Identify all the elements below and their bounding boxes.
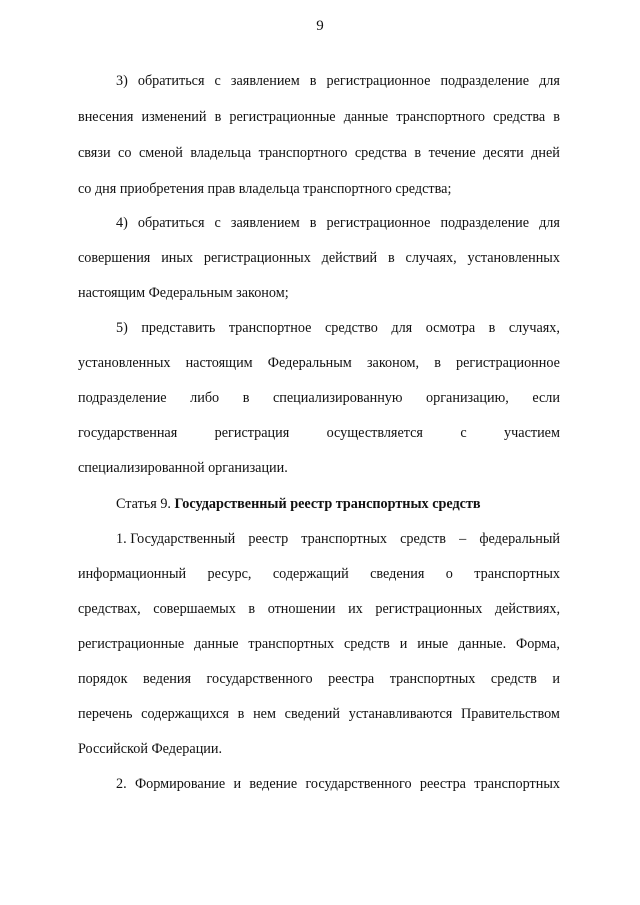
word: совершаемых [153, 601, 236, 617]
word: подразделение [78, 390, 167, 406]
word: иные [417, 636, 449, 652]
word: данные [194, 636, 239, 652]
article9-p1-line-4 [78, 635, 560, 653]
word: транспортных [474, 566, 560, 582]
word: средств [343, 636, 390, 652]
word: ведение [249, 776, 298, 792]
word: транспортных [474, 776, 560, 792]
word: реестра [328, 671, 375, 687]
word: содержащихся [141, 706, 229, 722]
word: регистрация [214, 425, 290, 441]
word: в [214, 109, 222, 125]
word: 3) [116, 73, 128, 89]
word: специализированную [272, 390, 403, 406]
item4-line-1 [116, 214, 560, 232]
item5-line-1 [116, 319, 560, 337]
word: средствах, [78, 601, 141, 617]
word: для [539, 73, 560, 89]
word: с [460, 425, 467, 441]
word: организацию, [426, 390, 509, 406]
word: законом, [366, 355, 420, 371]
word: транспортного [396, 109, 486, 125]
word: ведения [143, 671, 191, 687]
word: настоящим [185, 355, 253, 371]
word: в [553, 109, 560, 125]
word: государственная [78, 425, 178, 441]
word: связи [78, 145, 111, 161]
word: – [459, 531, 467, 547]
word: дней [531, 145, 560, 161]
item5-line-3 [78, 389, 560, 407]
word: транспортного [258, 145, 348, 161]
word: сведения [370, 566, 425, 582]
word: осмотра [425, 320, 476, 336]
article9-p1-line-1 [116, 530, 560, 548]
word: в [434, 355, 441, 371]
item5-line-4 [78, 424, 560, 442]
word: с [214, 215, 221, 231]
word: данные [343, 109, 389, 125]
word: в [309, 215, 317, 231]
word: и [233, 776, 242, 792]
article9-p1-line-2 [78, 565, 560, 583]
word: сменой [138, 145, 183, 161]
word: Форма, [516, 636, 560, 652]
word: для [539, 215, 560, 231]
word: установленных [78, 355, 171, 371]
word: в [414, 145, 422, 161]
word: представить [141, 320, 216, 336]
word: регистрационное [456, 355, 560, 371]
word: в [488, 320, 496, 336]
word: средство [324, 320, 378, 336]
word: Правительством [461, 706, 560, 722]
word: заявлением [230, 215, 300, 231]
item4-line-2 [78, 249, 560, 267]
word: регистрационное [326, 215, 431, 231]
word: внесения [78, 109, 134, 125]
item5-line-5: специализированной организации. [78, 460, 288, 476]
word: реестра [419, 776, 466, 792]
word: обратиться [137, 73, 205, 89]
word: порядок [78, 671, 128, 687]
word: в [309, 73, 317, 89]
word: обратиться [137, 215, 205, 231]
item3-line-1 [116, 72, 560, 90]
page-number: 9 [316, 18, 324, 34]
word: Федеральным [267, 355, 352, 371]
word: транспортное [228, 320, 312, 336]
word: десяти [483, 145, 524, 161]
word: средств [490, 671, 537, 687]
word: случаях, [405, 250, 457, 266]
article9-heading-prefix: Статья 9. [116, 496, 171, 512]
word: государственного [305, 776, 412, 792]
word: регистрационные [229, 109, 336, 125]
word: перечень [78, 706, 133, 722]
article9-p2-line-1 [116, 775, 560, 793]
word: содержащий [272, 566, 349, 582]
word: либо [190, 390, 220, 406]
word: реестр [248, 531, 289, 547]
word: 2. [116, 776, 127, 792]
article9-p1-line-5 [78, 670, 560, 688]
word: регистрационных [375, 601, 483, 617]
word: транспортных [301, 531, 387, 547]
word: в [242, 390, 250, 406]
word: государственного [206, 671, 313, 687]
word: подразделение [440, 73, 530, 89]
word: данные. [458, 636, 507, 652]
word: о [445, 566, 453, 582]
word: владельца [190, 145, 252, 161]
word: транспортных [248, 636, 335, 652]
article9-heading-title: Государственный реестр транспортных средств [174, 496, 481, 512]
word: в [248, 601, 256, 617]
word: средства [493, 109, 546, 125]
word: средств [400, 531, 447, 547]
word: 1. Государственный [116, 531, 236, 547]
word: их [348, 601, 363, 617]
word: если [532, 390, 560, 406]
word: в [237, 706, 245, 722]
word: иных [161, 250, 193, 266]
word: регистрационные [78, 636, 185, 652]
word: нем [253, 706, 276, 722]
word: осуществляется [326, 425, 423, 441]
word: 4) [116, 215, 128, 231]
word: для [391, 320, 413, 336]
item3-line-2 [78, 108, 560, 126]
article9-p1-line-3 [78, 600, 560, 618]
word: действий [321, 250, 378, 266]
word: и [552, 671, 560, 687]
word: изменений [141, 109, 207, 125]
word: ресурс, [207, 566, 252, 582]
word: в [388, 250, 395, 266]
word: федеральный [479, 531, 560, 547]
word: совершения [78, 250, 151, 266]
word: с [214, 73, 221, 89]
item3-line-4: со дня приобретения прав владельца транспортного средства; [78, 181, 452, 197]
word: и [399, 636, 408, 652]
word: регистрационных [203, 250, 311, 266]
word: транспортных [389, 671, 476, 687]
item3-line-3 [78, 144, 560, 162]
word: информационный [78, 566, 187, 582]
item5-line-2 [78, 354, 560, 372]
word: течение [428, 145, 476, 161]
word: средства [354, 145, 407, 161]
article9-p1-line-6 [78, 705, 560, 723]
article9-heading [116, 495, 560, 513]
word: действиях, [494, 601, 560, 617]
word: регистрационное [326, 73, 431, 89]
word: устанавливаются [348, 706, 453, 722]
word: Формирование [134, 776, 226, 792]
word: со [118, 145, 132, 161]
word: сведений [284, 706, 340, 722]
word: случаях, [508, 320, 560, 336]
word: установленных [467, 250, 560, 266]
word: подразделение [440, 215, 530, 231]
article9-p1-line-7: Российской Федерации. [78, 741, 223, 757]
word: отношении [267, 601, 336, 617]
word: 5) [116, 320, 128, 336]
word: участием [504, 425, 560, 441]
word: заявлением [230, 73, 300, 89]
item4-line-3: настоящим Федеральным законом; [78, 285, 289, 301]
